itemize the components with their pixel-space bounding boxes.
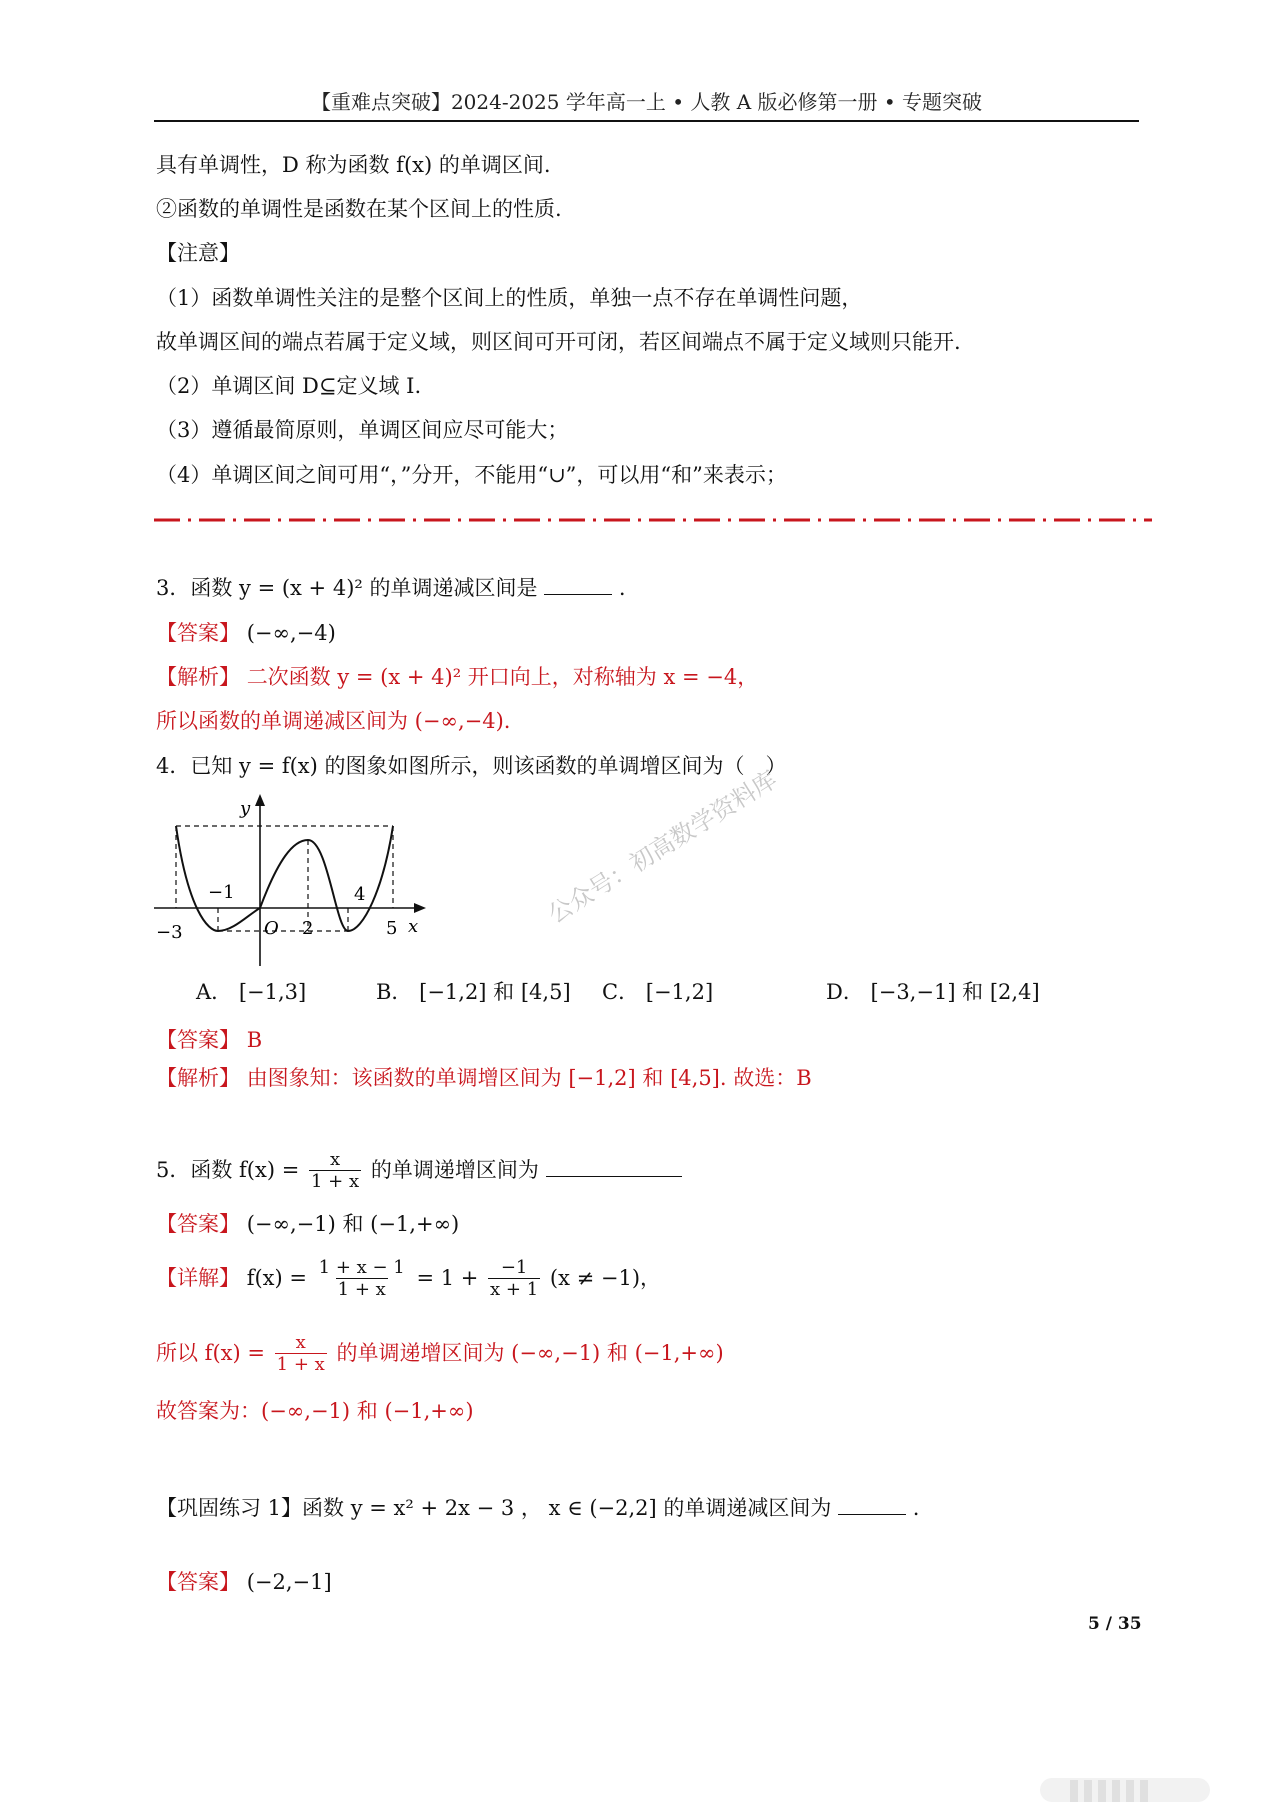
detail-tag: 【详解】 (156, 1266, 240, 1290)
q5-stem (156, 1150, 682, 1193)
analysis-tag: 【解析】 (156, 665, 240, 689)
option-d-text: [−3,−1] 和 [2,4] (870, 980, 1040, 1004)
note-1a: （1）函数单调性关注的是整个区间上的性质，单独一点不存在单调性问题， (156, 286, 863, 310)
note-title: 【注意】 (156, 241, 240, 265)
y-axis-arrow (255, 794, 265, 806)
q5-detail-num-2: −1 (500, 1257, 528, 1278)
q3-answer-line (156, 618, 336, 648)
dashed-separator (154, 515, 1152, 525)
label-5: 5 (386, 918, 398, 939)
q5-answer: (−∞,−1) 和 (−1,+∞) (246, 1212, 460, 1236)
q5-detail-den-1: 1 + x (337, 1279, 386, 1300)
option-b-label: B． (376, 980, 413, 1004)
q5-detail-mid: = 1 + (416, 1266, 479, 1290)
q5-fraction (309, 1150, 361, 1193)
q3-analysis-1: 二次函数 y = (x + 4)² 开口向上，对称轴为 x = −4， (246, 665, 759, 689)
q5-final: 故答案为：(−∞,−1) 和 (−1,+∞) (156, 1399, 474, 1423)
option-c-label: C． (602, 980, 640, 1004)
function-graph (148, 790, 438, 970)
q3-stem-text: 3．函数 y = (x + 4)² 的单调递减区间是 (156, 576, 538, 600)
q5-detail-num-1: 1 + x − 1 (318, 1257, 405, 1278)
option-d-label: D． (826, 980, 864, 1004)
q3-stem (156, 573, 626, 603)
option-c[interactable] (602, 976, 713, 1006)
q4-answer: B (246, 1028, 263, 1052)
note-2: （2）单调区间 D⊆定义域 I. (156, 374, 422, 398)
q5-detail-fraction-2 (488, 1258, 540, 1301)
option-b[interactable] (376, 976, 571, 1006)
x-axis-arrow (414, 903, 426, 913)
answer-tag: 【答案】 (156, 1212, 240, 1236)
q5-detail-den-2: x + 1 (490, 1279, 539, 1300)
q5-so-den: 1 + x (276, 1354, 325, 1375)
label-4: 4 (354, 884, 366, 905)
note-3: （3）遵循最简原则，单调区间应尽可能大； (156, 418, 569, 442)
watermark-text: 公众号：初高数学资料库 (543, 765, 782, 929)
q5-answer-line (156, 1209, 459, 1239)
option-d[interactable] (826, 976, 1040, 1006)
note-1b: 故单调区间的端点若属于定义域，则区间可开可闭，若区间端点不属于定义域则只能开. (156, 330, 961, 354)
q4-stem: 4．已知 y = f(x) 的图象如图所示，则该函数的单调增区间为（ ） (156, 754, 787, 778)
practice-stem-text: 【巩固练习 1】函数 y = x² + 2x − 3 ， x ∈ (−2,2] 的单调递减区间为 (156, 1496, 832, 1520)
q4-analysis: 由图象知：该函数的单调增区间为 [−1,2] 和 [4,5]. 故选：B (246, 1066, 812, 1090)
q5-stem-post: 的单调递增区间为 (370, 1158, 539, 1182)
function-curve (176, 826, 393, 931)
option-a-label: A． (196, 980, 233, 1004)
label-x: x (408, 916, 419, 937)
q5-fraction-den: 1 + x (311, 1171, 360, 1192)
q3-answer: (−∞,−4) (246, 621, 336, 645)
answer-tag: 【答案】 (156, 621, 240, 645)
q5-fraction-num: x (329, 1149, 341, 1170)
label-2: 2 (302, 918, 314, 939)
label-neg1: −1 (208, 882, 235, 903)
note-4: （4）单调区间之间可用“，”分开，不能用“∪”，可以用“和”来表示； (156, 463, 787, 487)
answer-blank (544, 574, 612, 595)
q5-so-line (156, 1333, 724, 1376)
intro-line-2: ②函数的单调性是函数在某个区间上的性质. (156, 197, 562, 221)
q5-so-fraction (275, 1333, 327, 1376)
corner-bars-icon (1040, 1774, 1270, 1806)
q5-detail-pre: f(x) = (246, 1266, 307, 1290)
q3-analysis-2: 所以函数的单调递减区间为 (−∞,−4). (156, 709, 511, 733)
page-header: 【重难点突破】2024-2025 学年高一上 • 人教 A 版必修第一册 • 专题突破 (310, 90, 983, 114)
q4-analysis-line (156, 1063, 812, 1093)
q4-answer-line (156, 1025, 262, 1055)
practice-stem (156, 1493, 919, 1523)
answer-blank (546, 1156, 682, 1177)
q5-detail-fraction-1 (317, 1258, 407, 1301)
q5-so-post: 的单调递增区间为 (−∞,−1) 和 (−1,+∞) (336, 1341, 724, 1365)
practice-stem-end: . (912, 1496, 920, 1520)
q3-stem-end: . (618, 576, 626, 600)
q5-so-pre: 所以 f(x) = (156, 1341, 265, 1365)
option-a-text: [−1,3] (238, 980, 307, 1004)
header-rule (154, 120, 1139, 122)
option-a[interactable] (196, 976, 306, 1006)
label-neg3: −3 (156, 922, 183, 943)
intro-line-1: 具有单调性，D 称为函数 f(x) 的单调区间. (156, 153, 551, 177)
label-origin: O (264, 918, 279, 939)
answer-tag: 【答案】 (156, 1028, 240, 1052)
q3-analysis-line (156, 662, 758, 692)
label-y: y (240, 798, 251, 819)
option-b-text: [−1,2] 和 [4,5] (419, 980, 571, 1004)
q5-detail-line (156, 1258, 661, 1301)
page-number: 5 / 35 (1088, 1614, 1142, 1634)
practice-answer: (−2,−1] (246, 1570, 332, 1594)
analysis-tag: 【解析】 (156, 1066, 240, 1090)
practice-answer-line (156, 1567, 332, 1597)
option-c-text: [−1,2] (645, 980, 714, 1004)
answer-blank (838, 1494, 906, 1515)
answer-tag: 【答案】 (156, 1570, 240, 1594)
q5-so-num: x (295, 1332, 306, 1353)
q5-detail-post: (x ≠ −1)， (549, 1266, 662, 1290)
q5-stem-pre: 5．函数 f(x) = (156, 1158, 300, 1182)
